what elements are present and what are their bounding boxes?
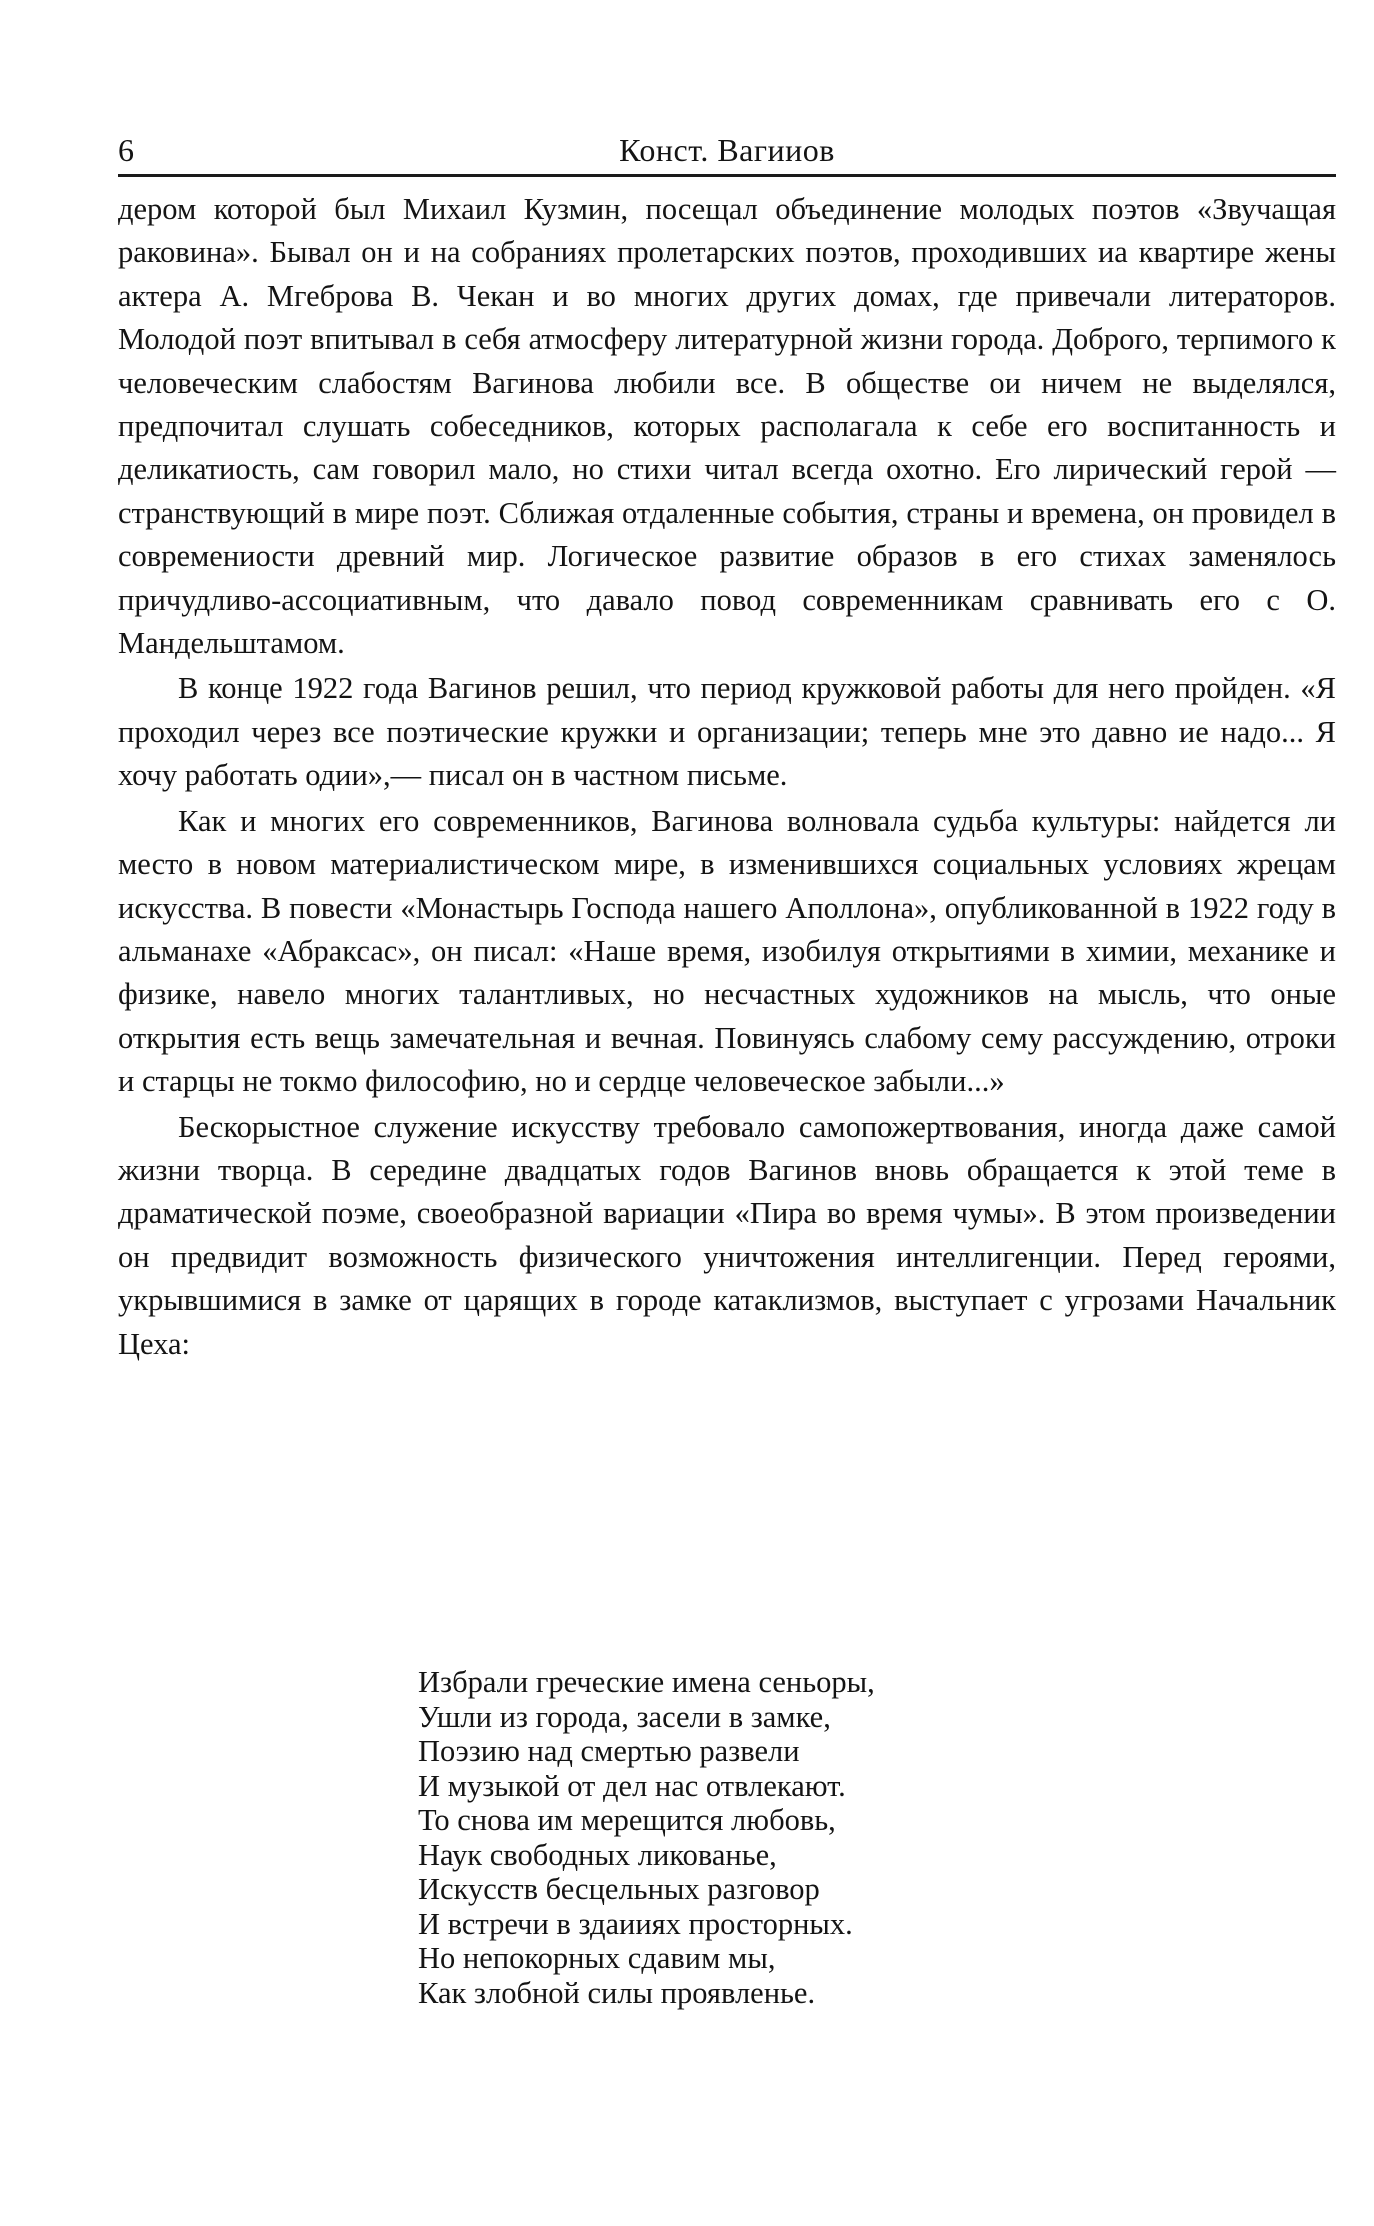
- page-number: 6: [118, 132, 134, 168]
- book-page: [118, 0, 1336, 2226]
- paragraph: Как и многих его современников, Вагинова волновала судьба культуры: найдется ли место в новом материалистическом мире, в изменившихся социальных условиях жрецам искусства. В повести «Монастырь Господа нашего Аполлона», опубликованной в 1922 году в альманахе «Абраксас», он писал: «Наше время, изобилуя открытиями в химии, механике и физике, навело многих талантливых, но несчастных художников на мысль, что оные открытия есть вещь замечательная и вечная. Повинуясь слабому сему рассуждению, отроки и старцы не токмо философию, но и сердце человеческое забыли...»: [118, 803, 1336, 1099]
- poem-line: И музыкой от дел нас отвлекают.: [418, 1768, 846, 1803]
- paragraph: В конце 1922 года Вагинов решил, что период кружковой работы для него пройден. «Я проходил через все поэтические кружки и организации; теперь мне это давно ие надо... Я хочу работать одии»,— писал он в частном письме.: [118, 671, 1336, 793]
- poem-quote: [418, 1665, 875, 2010]
- paragraph-continuation: дером которой был Михаил Кузмин, посещал объединение молодых поэтов «Звучащая раковина». Бывал он и на собраниях пролетарских поэтов, проходивших иа квартире жены актера А. Мгеброва В. Чекан и во многих других домах, где привечали литераторов. Молодой поэт впитывал в себя атмосферу литературной жизни города. Доброго, терпимого к человеческим слабостям Вагинова любили все. В обществе ои ничем не выделялся, предпочитал слушать собеседников, которых располагала к себе его воспитанность и деликатиость, сам говорил мало, но стихи читал всегда охотно. Его лирический герой — странствующий в мире поэт. Сближая отдаленные события, страны и времена, он провидел в современиости древний мир. Логическое развитие образов в его стихах заменялось причудливо-ассоциативным, что давало повод современникам сравнивать его с О. Мандельштамом.: [118, 192, 1336, 661]
- running-title: Конст. Вагииов: [619, 132, 835, 168]
- poem-line: Но непокорных сдавим мы,: [418, 1941, 776, 1975]
- poem-line: Наук свободных ликованье,: [418, 1837, 777, 1872]
- poem-line: Поэзию над смертью развели: [418, 1734, 800, 1768]
- poem-line: Избрали греческие имена сеньоры,: [418, 1665, 875, 1699]
- poem-line: То снова им мерещится любовь,: [418, 1803, 836, 1837]
- header-rule: [118, 174, 1336, 177]
- poem-line: Искусств бесцельных разговор: [418, 1872, 820, 1906]
- running-head: [118, 128, 1336, 172]
- poem-line: Ушли из города, засели в замке,: [418, 1699, 831, 1734]
- paragraph: Бескорыстное служение искусству требовало самопожертвования, иногда даже самой жизни творца. В середине двадцатых годов Вагинов вновь обращается к этой теме в драматической поэме, своеобразной вариации «Пира во время чумы». В этом произведении он предвидит возможность физического уничтожения интеллигенции. Перед героями, укрывшимися в замке от царящих в городе катаклизмов, выступает с угрозами Начальник Цеха:: [118, 1109, 1336, 1361]
- body-text: [118, 188, 1336, 1368]
- poem-line: И встречи в здаииях просторных.: [418, 1906, 853, 1941]
- poem-line: Как злобной силы проявленье.: [418, 1975, 816, 2010]
